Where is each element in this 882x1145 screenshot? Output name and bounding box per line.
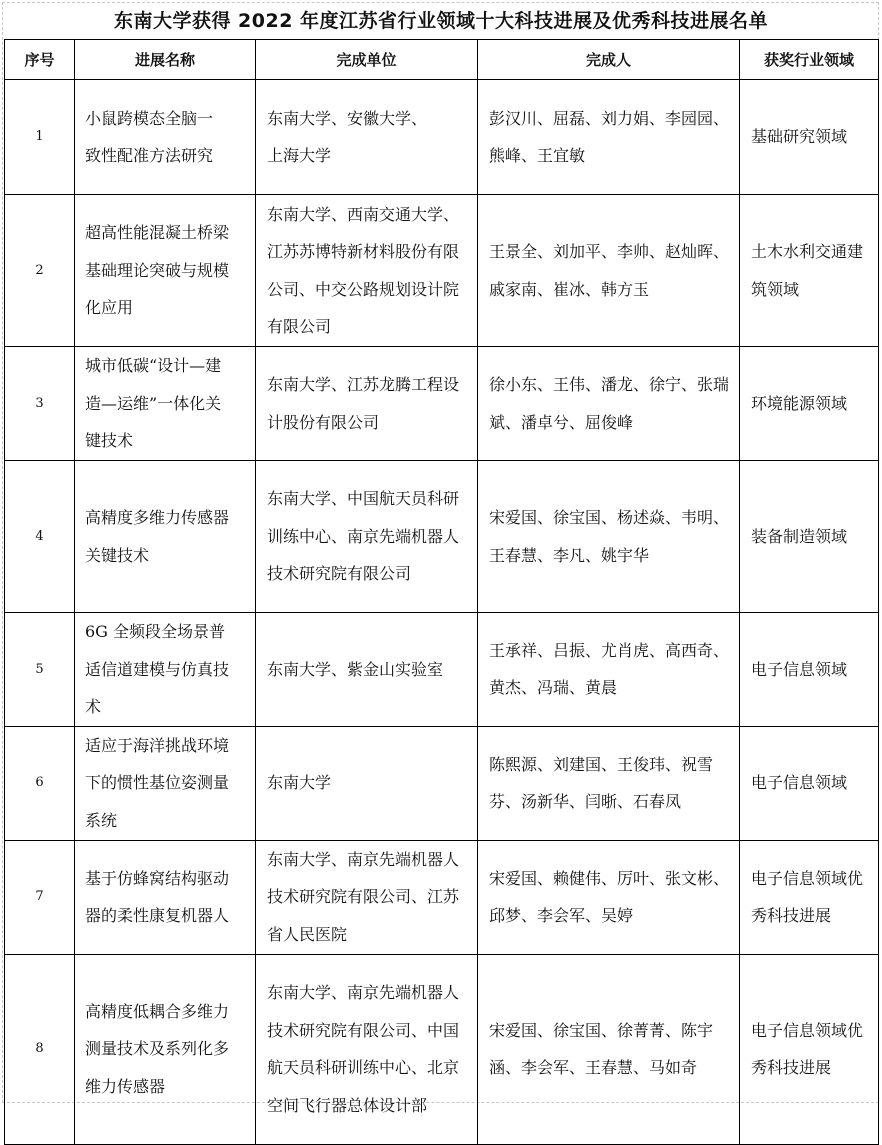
cell-index: 5 — [5, 613, 75, 727]
progress-name: 超高性能混凝土桥梁基础理论突破与规模化应用 — [85, 223, 230, 318]
cell-field — [740, 954, 879, 1144]
units-text: 东南大学 — [267, 773, 332, 793]
cell-index: 8 — [5, 954, 75, 1144]
units-text: 东南大学、江苏龙腾工程设计股份有限公司 — [267, 375, 460, 432]
field-text: 电子信息领域优秀科技进展 — [751, 868, 864, 925]
cell-index: 2 — [5, 195, 75, 347]
table-row — [5, 461, 879, 613]
table-row — [5, 954, 879, 1144]
table-row — [5, 347, 879, 461]
progress-name: 城市低碳“设计—建造—运维”一体化关键技术 — [85, 356, 222, 451]
people-text: 陈熙源、刘建国、王俊玮、祝雪芬、汤新华、闫晣、石春凤 — [489, 754, 714, 811]
header-name: 进展名称 — [75, 40, 256, 80]
header-people: 完成人 — [478, 40, 740, 80]
units-text: 东南大学、西南交通大学、江苏苏博特新材料股份有限公司、中交公路规划设计院有限公司 — [267, 204, 460, 336]
cell-index: 6 — [5, 726, 75, 840]
progress-name: 6G 全频段全场景普适信道建模与仿真技术 — [85, 622, 230, 716]
table-row — [5, 80, 879, 195]
cell-units — [256, 954, 478, 1144]
people-text: 宋爱国、徐宝国、杨述焱、韦明、王春慧、李凡、姚宇华 — [489, 508, 730, 565]
field-text: 装备制造领域 — [751, 526, 848, 546]
cell-field — [740, 347, 879, 461]
cell-people — [478, 954, 740, 1144]
award-table — [4, 39, 879, 1145]
cell-name — [75, 195, 256, 347]
progress-name: 基于仿蜂窝结构驱动器的柔性康复机器人 — [85, 868, 230, 925]
units-text: 东南大学、南京先端机器人技术研究院有限公司、中国航天员科研训练中心、北京空间飞行器总体设计部 — [267, 983, 460, 1115]
cell-name — [75, 80, 256, 195]
units-text: 东南大学、中国航天员科研训练中心、南京先端机器人技术研究院有限公司 — [267, 489, 460, 584]
cell-name — [75, 726, 256, 840]
people-text: 王承祥、吕振、尤肖虎、高西奇、黄杰、冯瑞、黄晨 — [489, 640, 730, 698]
units-text: 东南大学、紫金山实验室 — [267, 659, 444, 679]
field-text: 土木水利交通建筑领域 — [751, 242, 864, 299]
cell-people — [478, 840, 740, 954]
cell-units — [256, 726, 478, 840]
progress-name: 适应于海洋挑战环境下的惯性基位姿测量系统 — [85, 735, 230, 830]
table-header — [5, 40, 879, 80]
header-row — [5, 40, 879, 80]
cell-name — [75, 954, 256, 1144]
cell-people — [478, 347, 740, 461]
cell-name — [75, 461, 256, 613]
table-body — [5, 80, 879, 1145]
progress-name: 高精度低耦合多维力测量技术及系列化多维力传感器 — [85, 1001, 230, 1096]
people-text: 彭汉川、屈磊、刘力娟、李园园、熊峰、王宜敏 — [489, 108, 730, 165]
cell-people — [478, 726, 740, 840]
cell-people — [478, 195, 740, 347]
cell-field — [740, 613, 879, 727]
cell-people — [478, 461, 740, 613]
field-text: 电子信息领域 — [751, 659, 848, 679]
table-row — [5, 195, 879, 347]
cell-name — [75, 840, 256, 954]
field-text: 电子信息领域优秀科技进展 — [751, 1020, 864, 1077]
cell-field — [740, 840, 879, 954]
cell-index: 3 — [5, 347, 75, 461]
cell-units — [256, 347, 478, 461]
header-units: 完成单位 — [256, 40, 478, 80]
progress-name: 小鼠跨模态全脑一致性配准方法研究 — [85, 108, 214, 165]
people-text: 宋爱国、徐宝国、徐菁菁、陈宇涵、李会军、王春慧、马如奇 — [489, 1020, 714, 1077]
cell-people — [478, 80, 740, 195]
cell-field — [740, 195, 879, 347]
table-row — [5, 840, 879, 954]
units-text: 东南大学、南京先端机器人技术研究院有限公司、江苏省人民医院 — [267, 849, 460, 944]
cell-units — [256, 613, 478, 727]
cell-field — [740, 80, 879, 195]
cell-units — [256, 840, 478, 954]
field-text: 电子信息领域 — [751, 773, 848, 793]
cell-name — [75, 347, 256, 461]
table-row — [5, 726, 879, 840]
progress-name: 高精度多维力传感器关键技术 — [85, 508, 230, 565]
cell-index: 4 — [5, 461, 75, 613]
cell-units — [256, 461, 478, 613]
cell-index: 7 — [5, 840, 75, 954]
document-title: 东南大学获得 2022 年度江苏省行业领域十大科技进展及优秀科技进展名单 — [113, 10, 769, 32]
people-text: 宋爱国、赖健伟、厉叶、张文彬、邱梦、李会军、吴婷 — [489, 868, 730, 925]
cell-units — [256, 195, 478, 347]
people-text: 徐小东、王伟、潘龙、徐宁、张瑞斌、潘卓兮、屈俊峰 — [489, 375, 730, 432]
cell-index: 1 — [5, 80, 75, 195]
cell-units — [256, 80, 478, 195]
table-row — [5, 613, 879, 727]
cell-field — [740, 461, 879, 613]
cell-people — [478, 613, 740, 727]
units-text: 东南大学、安徽大学、上海大学 — [267, 108, 428, 165]
field-text: 环境能源领域 — [751, 393, 848, 413]
cell-name — [75, 613, 256, 727]
field-text: 基础研究领域 — [751, 127, 848, 147]
people-text: 王景全、刘加平、李帅、赵灿晖、戚家南、崔冰、韩方玉 — [489, 242, 730, 299]
header-index: 序号 — [5, 40, 75, 80]
cell-field — [740, 726, 879, 840]
header-field: 获奖行业领域 — [740, 40, 879, 80]
